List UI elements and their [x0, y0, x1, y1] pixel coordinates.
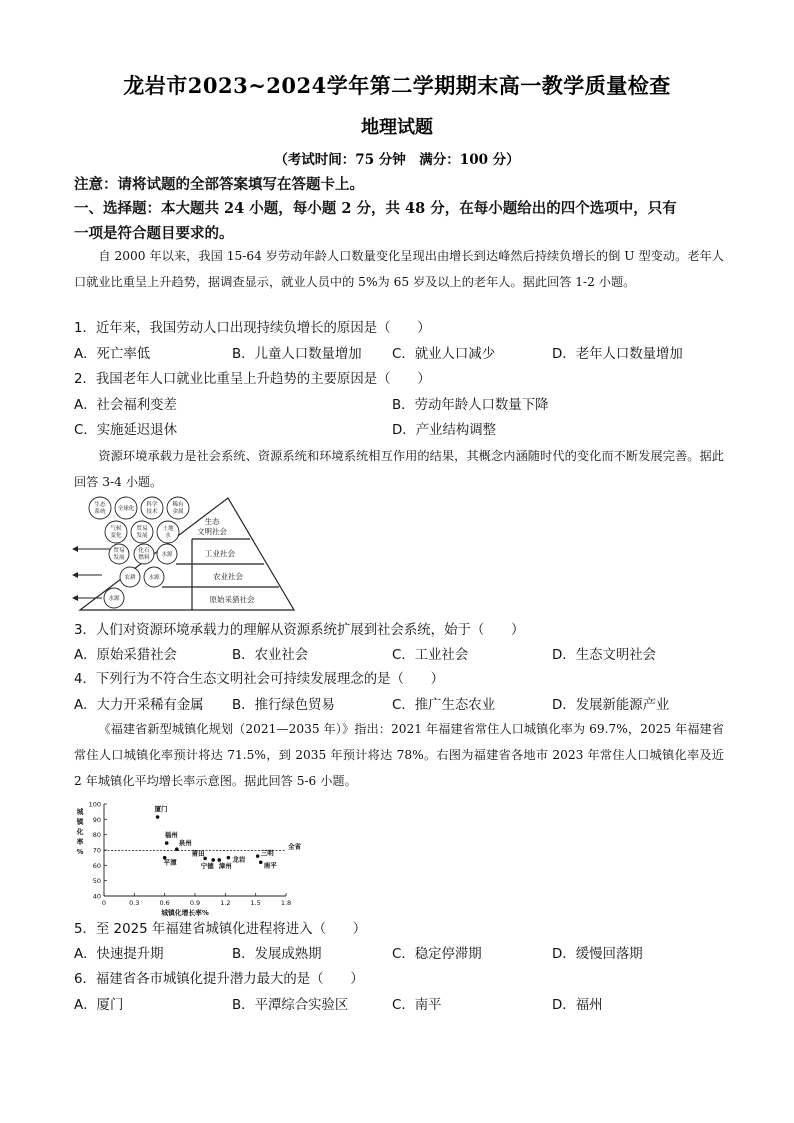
svg-text:金属: 金属 [172, 509, 184, 515]
question-2-option-c: C．实施延迟退休 [74, 423, 178, 438]
question-5-option-b: B．发展成熟期 [232, 947, 322, 962]
question-5-option-d: D．缓慢回落期 [552, 947, 643, 962]
question-2-option-d: D．产业结构调整 [392, 423, 497, 438]
question-1-option-b: B．儿童人口数量增加 [232, 347, 362, 362]
pyramid-circle [109, 544, 129, 564]
data-point-label: 平潭 [163, 858, 177, 867]
pyramid-figure [72, 494, 298, 614]
pyramid-level-eco-2: 文明社会 [197, 527, 227, 536]
svg-text:发展: 发展 [113, 555, 125, 561]
y-axis-label-char: 率 [76, 838, 84, 846]
data-point-label: 三明 [260, 849, 274, 858]
svg-text:变化: 变化 [110, 533, 122, 539]
data-point-label: 福州 [164, 831, 178, 840]
question-1-option-d: D．老年人口数量增加 [552, 347, 683, 362]
data-point [175, 847, 179, 851]
x-tick-label: 0.9 [189, 899, 201, 907]
data-point-label: 南平 [263, 861, 277, 870]
svg-text:全球化: 全球化 [117, 506, 135, 512]
question-3-option-c: C．工业社会 [392, 648, 469, 663]
svg-text:水源: 水源 [108, 596, 120, 602]
svg-text:化石: 化石 [138, 548, 150, 554]
x-tick-label: 1.8 [280, 899, 292, 907]
data-point-label: 龙岩 [232, 855, 246, 864]
passage-1: 自 2000 年以来，我国 15-64 岁劳动年龄人口数量变化呈现出由增长到达峰然后持续负增长的倒 U 型变动。老年人口就业比重呈上升趋势，据调查显示，就业人员中的 5%为 65 岁及以上的老年人。据此回答 1-2 小题。 [74, 249, 724, 289]
question-2-stem: 2．我国老年人口就业比重呈上升趋势的主要原因是（ ） [74, 372, 431, 387]
question-3-option-d: D．生态文明社会 [552, 648, 657, 663]
svg-text:水源: 水源 [148, 575, 160, 581]
question-4-option-d: D．发展新能源产业 [552, 698, 670, 713]
y-tick-label: 80 [92, 831, 101, 840]
question-4-option-a: A．大力开采稀有金属 [74, 698, 204, 713]
data-point-label: 宁德 [200, 861, 214, 870]
x-tick-label: 0.6 [159, 899, 170, 907]
data-point [259, 860, 263, 864]
passage-2: 资源环境承载力是社会系统、资源系统和环境系统相互作用的结果，其概念内涵随时代的变化而不断发展完善。据此回答 3-4 小题。 [74, 449, 724, 489]
pyramid-level-primitive: 原始采猎社会 [209, 595, 255, 604]
question-6-option-a: A．厦门 [74, 998, 124, 1013]
data-point-label: 莆田 [191, 849, 205, 858]
data-point-label: 漳州 [218, 861, 232, 870]
question-3-stem: 3．人们对资源环境承载力的理解从资源系统扩展到社会系统，始于（ ） [74, 623, 525, 638]
svg-text:农耕: 农耕 [124, 575, 136, 581]
question-5-stem: 5．至 2025 年福建省城镇化进程将进入（ ） [74, 922, 367, 937]
question-1-option-c: C．就业人口减少 [392, 347, 496, 362]
y-tick-label: 60 [92, 861, 101, 870]
pyramid-circle [105, 521, 127, 543]
svg-text:生态: 生态 [94, 502, 106, 508]
svg-text:贸易: 贸易 [113, 548, 125, 554]
section-heading [74, 196, 724, 246]
subject-title: 地理试题 [361, 117, 433, 138]
question-5-option-a: A．快速提升期 [74, 947, 164, 962]
question-4-option-c: C．推广生态农业 [392, 698, 496, 713]
question-6-option-b: B．平潭综合实验区 [232, 998, 349, 1013]
exam-info: （考试时间：75 分钟 满分：100 分） [274, 152, 520, 168]
question-6-option-d: D．福州 [552, 998, 603, 1013]
y-axis-label-char: 化 [76, 828, 84, 836]
data-point [227, 856, 231, 860]
pyramid-circle [167, 497, 189, 519]
data-point-label: 泉州 [178, 839, 192, 848]
pyramid-level-eco: 生态 [204, 517, 220, 526]
y-tick-label: 90 [92, 815, 101, 824]
x-tick-label: 0.3 [129, 899, 140, 907]
y-axis-label-char: % [76, 848, 84, 856]
notice: 注意：请将试题的全部答案填写在答题卡上。 [74, 176, 364, 193]
pyramid-circle [89, 497, 111, 519]
data-point [256, 854, 260, 858]
y-axis-label-char: 镇 [76, 818, 84, 826]
question-2-option-a: A．社会福利变差 [74, 398, 177, 413]
svg-text:稀有: 稀有 [172, 502, 184, 508]
y-tick-label: 100 [88, 800, 101, 809]
pyramid-circle [157, 521, 179, 543]
y-axis-label-char: 城 [76, 808, 84, 816]
svg-text:水: 水 [165, 533, 171, 539]
pyramid-circle [134, 544, 154, 564]
question-6-option-c: C．南平 [392, 998, 442, 1013]
passage-3: 《福建省新型城镇化规划（2021—2035 年）》指出：2021 年福建省常住人口城镇化率为 69.7%，2025 年福建省常住人口城镇化率预计将达 71.5%，到 2035 年预计将达 78%。右图为福建省各地市 2023 年常住人口城镇化率及近 2 年城镇化平均增长率示意图。据此回答 5-6 小题。 [74, 722, 724, 788]
question-2-option-b: B．劳动年龄人口数量下降 [392, 398, 549, 413]
y-tick-label: 50 [92, 877, 101, 886]
question-4-stem: 4．下列行为不符合生态文明社会可持续发展理念的是（ ） [74, 672, 445, 687]
svg-text:发展: 发展 [136, 533, 148, 539]
svg-text:气候: 气候 [110, 526, 122, 532]
x-axis-label: 城镇化增长率% [161, 909, 209, 917]
svg-text:燃料: 燃料 [138, 555, 150, 561]
question-5-option-c: C．稳定停滞期 [392, 947, 482, 962]
question-1-stem: 1．近年来，我国劳动人口出现持续负增长的原因是（ ） [74, 321, 431, 336]
urbanization-scatter-chart [74, 796, 304, 918]
pyramid-level-agri: 农业社会 [213, 572, 243, 581]
pyramid-circle [131, 521, 153, 543]
x-tick-label: 1.2 [220, 899, 231, 907]
svg-text:技术: 技术 [146, 509, 158, 515]
question-6-stem: 6．福建省各市城镇化提升潜力最大的是（ ） [74, 972, 364, 987]
y-tick-label: 40 [92, 892, 101, 901]
x-tick-label: 0 [101, 899, 107, 907]
question-3-option-b: B．农业社会 [232, 648, 309, 663]
data-point [156, 815, 160, 819]
x-tick-label: 1.5 [250, 899, 261, 907]
data-point [165, 841, 169, 845]
y-tick-label: 70 [92, 846, 101, 855]
exam-title: 龙岩市2023~2024学年第二学期期末高一教学质量检查 [123, 73, 671, 98]
question-3-option-a: A．原始采猎社会 [74, 648, 177, 663]
svg-text:贸易: 贸易 [136, 526, 148, 532]
svg-text:水源: 水源 [161, 552, 173, 558]
section-heading-line2: 一项是符合题目要求的。 [74, 225, 234, 242]
svg-text:土地: 土地 [162, 526, 174, 532]
data-point-label: 厦门 [154, 805, 168, 814]
question-1-option-a: A．死亡率低 [74, 347, 151, 362]
province-reference-label: 全省 [288, 842, 301, 851]
pyramid-level-industry: 工业社会 [205, 549, 235, 558]
section-heading-line1: 一、选择题：本大题共 24 小题，每小题 2 分，共 48 分，在每小题给出的四个选项中，只有 [74, 200, 677, 217]
svg-text:系统: 系统 [94, 509, 106, 515]
pyramid-circle [141, 497, 163, 519]
svg-text:科学: 科学 [146, 502, 158, 508]
question-4-option-b: B．推行绿色贸易 [232, 698, 335, 713]
